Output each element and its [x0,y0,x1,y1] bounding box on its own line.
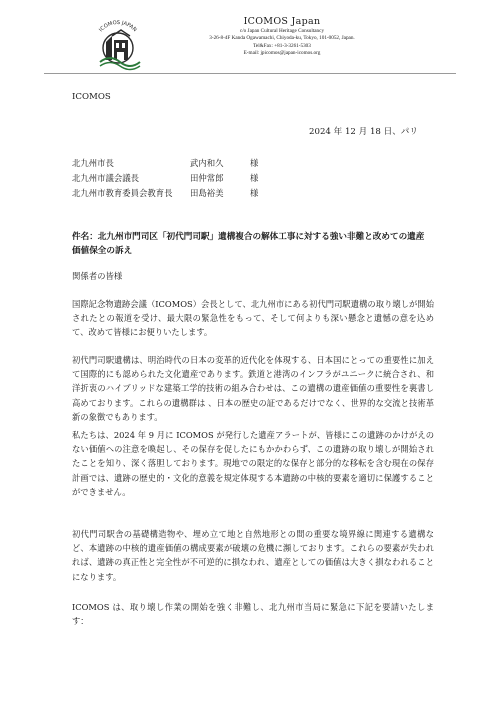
addressee-title: 北九州市教育委員会教育長 [72,188,173,198]
salutation: 関係者の皆様 [72,271,123,281]
letterhead [86,14,446,74]
body-paragraph: 私たちは、2024 年 9 月に ICOMOS が発行した遺産アラートが、皆様にこの遺跡のかけがえのない価値への注意を喚起し、その保存を促したにもかかわらず、この遺跡の取り壊しが開始されたことを知り、深く落胆しております。現地での限定的な保存と部分的な移転を含む現在の保存計画では、遺跡の歴史的・文化的意義を規定体現する本遺跡の中核的要素を適切に保護することができません。 [72,430,434,497]
addressee-honorific: 様 [250,173,259,183]
letterhead-divider [44,73,456,74]
body-paragraph: ICOMOS は、取り壊し作業の開始を強く非難し、北九州市当局に緊急に下記を要請いたします： [72,602,434,627]
sender: ICOMOS [72,92,111,102]
logo-arc-text: ICOMOS JAPAN [98,19,138,34]
icomos-japan-logo [86,16,150,74]
addressee-title: 北九州市長 [72,158,114,168]
organization-name: ICOMOS Japan [243,16,321,27]
addressee-name: 武内和久 [190,158,224,168]
body-paragraph: 初代門司駅舎の基礎構造物や、埋め立て地と自然地形との間の重要な境界線に関連する遺構など、本遺跡の中核的遺産価値の構成要素が破壊の危機に瀕しております。これらの要素が失われれば、遺跡の真正性と完全性が不可逆的に損なわれ、遺産としての価値は大きく損なわれることになります。 [72,529,434,582]
phone-fax-line: Tel&Fax: +81-3-3261-5303 [253,42,311,49]
addressee-name: 田仲常郎 [190,173,224,183]
letter-date: 2024 年 12 月 18 日、パリ [309,127,418,137]
addressee-title: 北九州市議会議長 [72,173,139,183]
email-line: E-mail: jpicomos@japan-icomos.org [243,49,321,56]
letter-subject: 件名：北九州市門司区「初代門司駅」遺構複合の解体工事に対する強い非難と改めての遺産価値保全の訴え [72,232,425,256]
body-paragraph: 国際記念物遺跡会議（ICOMOS）会長として、北九州市にある初代門司駅遺構の取り壊しが開始されたとの報道を受け、最大限の緊急性をもって、そして何よりも深い懸念と遺憾の意を込めて、改めて皆様にお便りいたします。 [72,299,434,338]
addressee-row [72,157,258,172]
addressee-honorific: 様 [250,188,259,198]
addressee-row [72,172,258,187]
address-line: c/o Japan Cultural Heritage Consultancy [239,28,325,34]
addressee-name: 田島裕美 [190,188,224,198]
addressee-row [72,187,258,202]
body-paragraph: 初代門司駅遺構は、明治時代の日本の変革的近代化を体現する、日本国にとっての重要性に加えて国際的にも認められた文化遺産であります。鉄道と港湾のインフラがユニークに統合され、和洋折衷のハイブリッドな建築工学的技術の組み合わせは、この遺構の遺産価値の重要性を裏書し高めております。これらの遺構群は 、日本の歴史の証であるだけでなく、世界的な交流と技術革新の象徴でもあります。 [72,355,434,422]
addressee-honorific: 様 [250,158,259,168]
addressee-list [72,157,258,202]
address-line: 3-26-8-4F Kanda Ogawamachi, Chiyoda-ku, Tokyo, 101-0052, Japan. [209,35,355,42]
organization-block [182,14,382,57]
